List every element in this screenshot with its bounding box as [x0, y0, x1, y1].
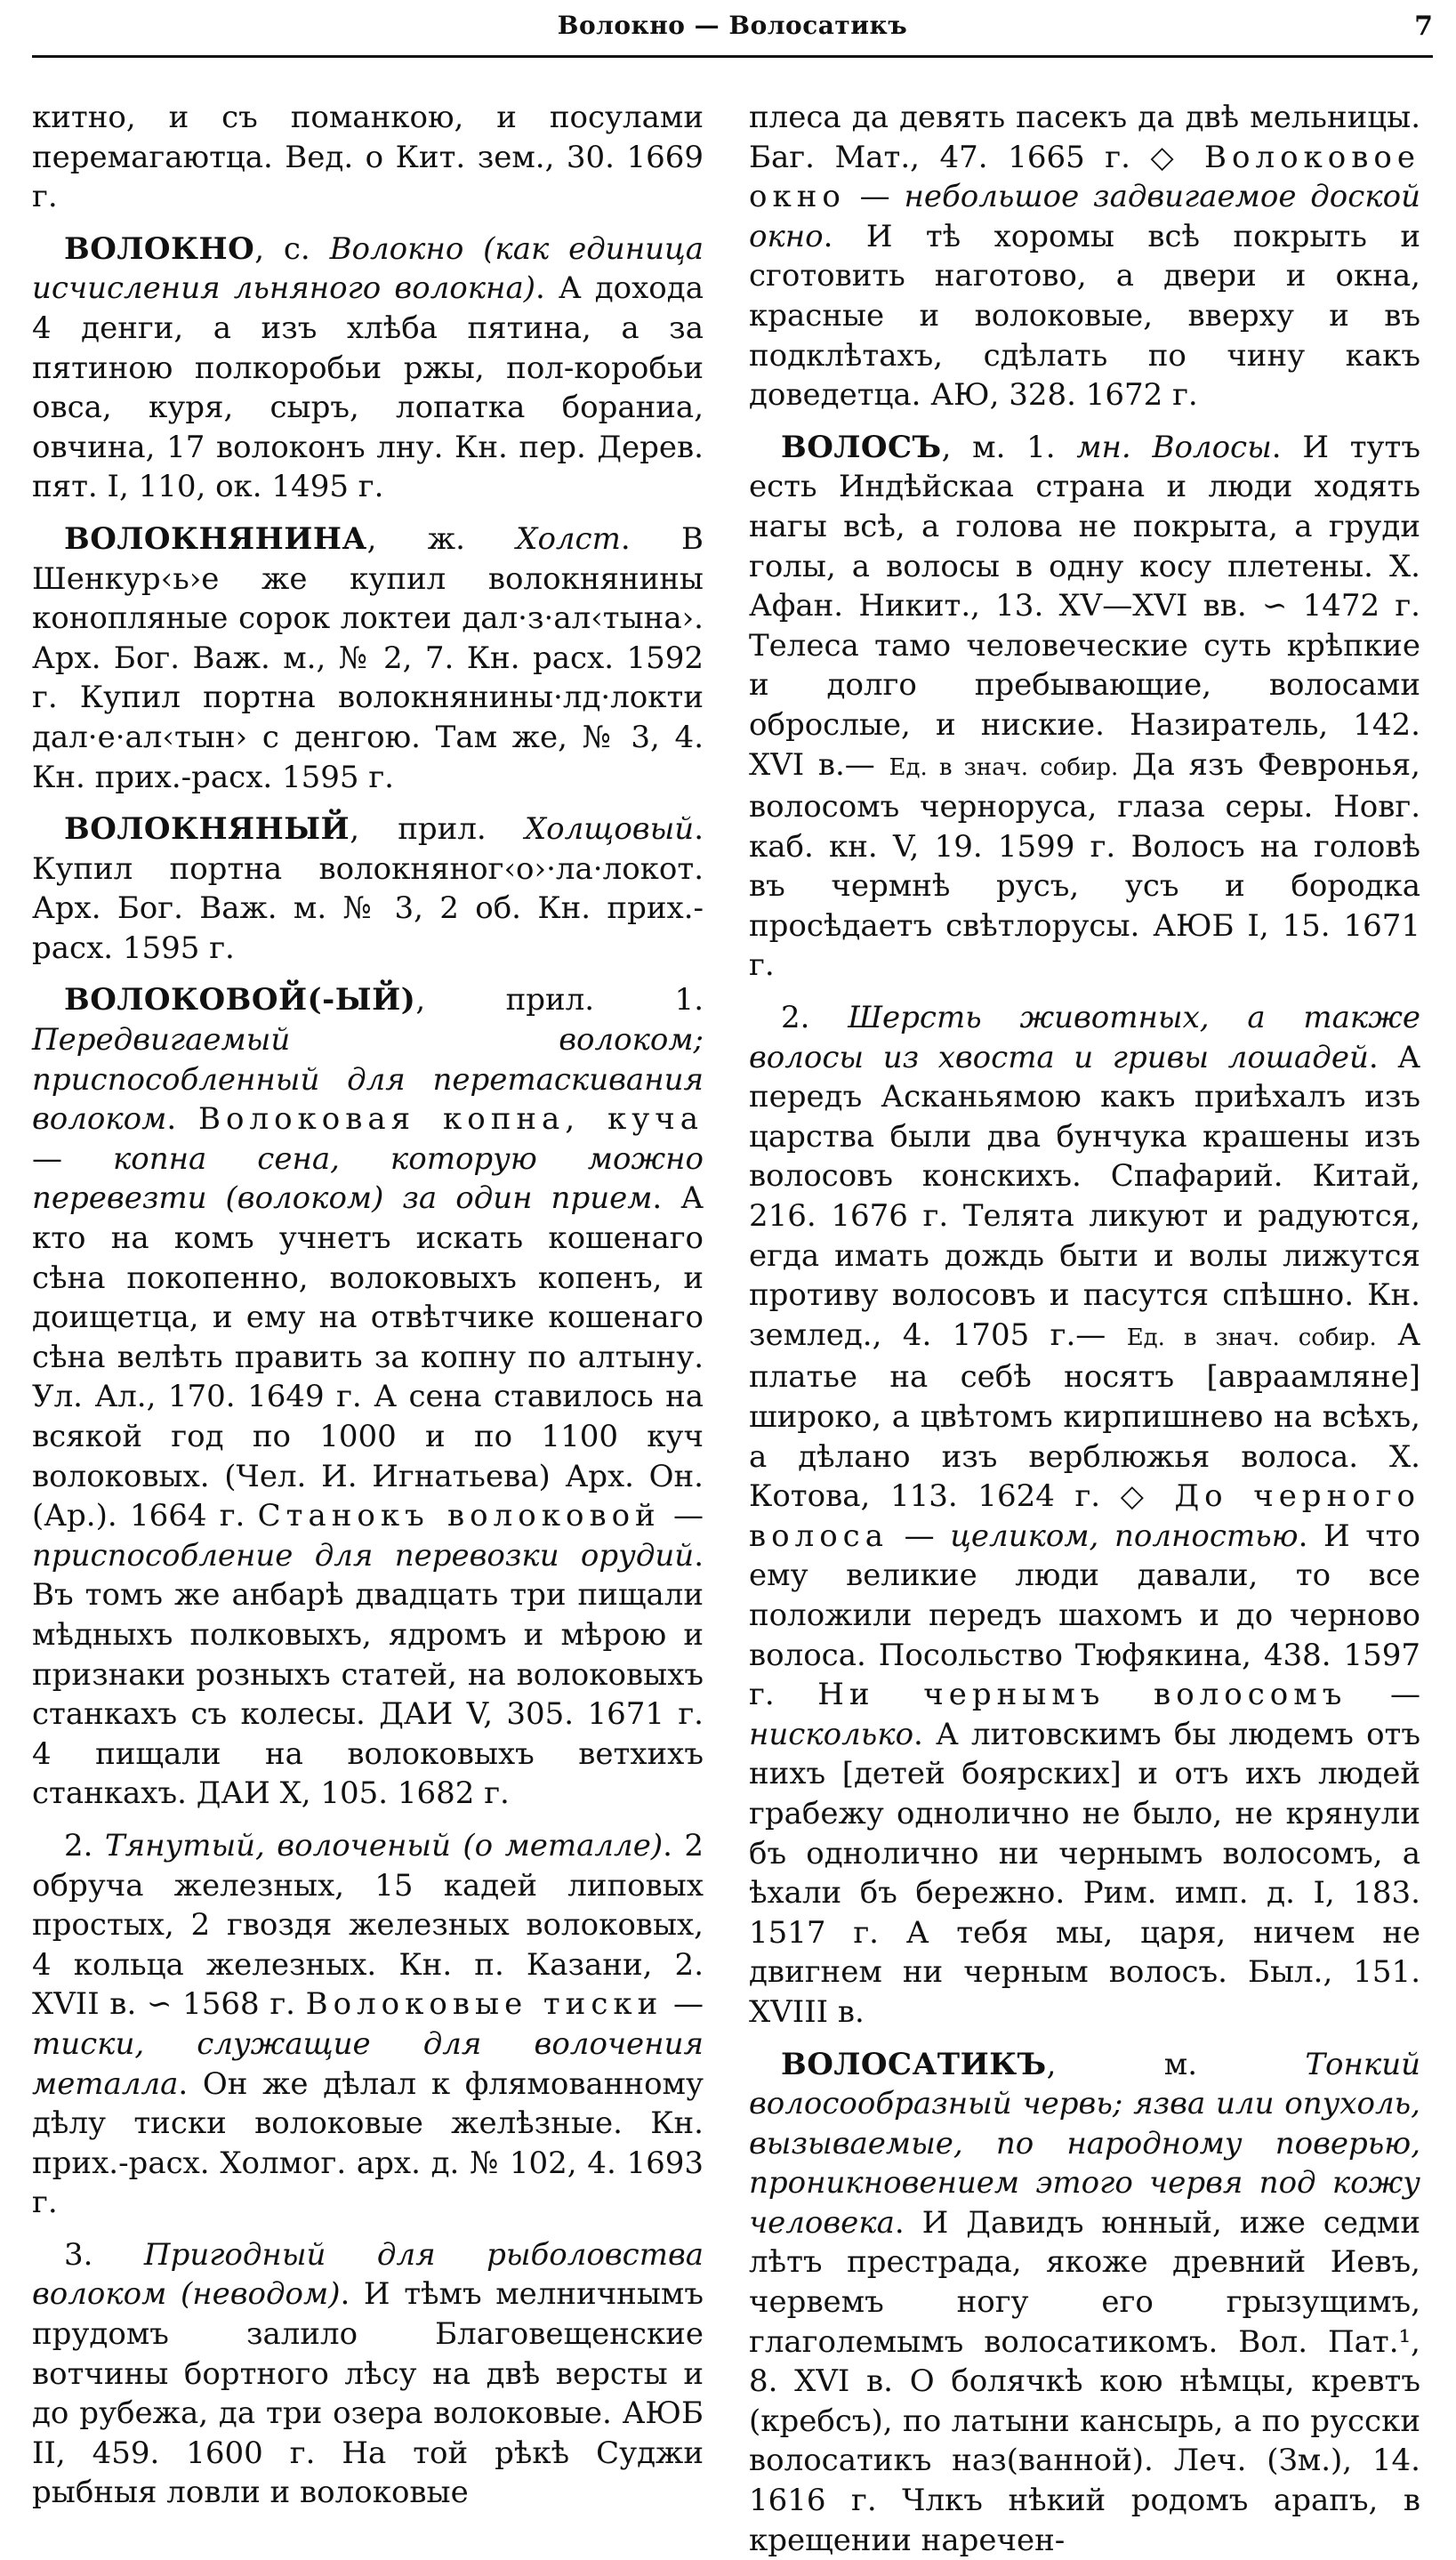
entry-paragraph	[32, 1826, 704, 2223]
entry-text: . И тѣ хоромы всѣ покрыть и сготовить наготово, а двери и окна, красные и волоковые, вверху и въ подклѣтахъ, сдѣлать по чину какъ доведетца. АЮ, 328. 1672 г.	[749, 219, 1420, 413]
entry-paragraph	[32, 2235, 704, 2513]
entry-text: . А передъ Асканьямою какъ приѣхалъ изъ царства были два бунчука крашены изъ волосовъ конскихъ. Спафарий. Китай, 216. 1676 г. Телята ликуют и радуются, егда имать дождь быти и волы лижутся противу волосовъ и пасутся спѣшно. Кн. землед., 4. 1705 г.—	[749, 1040, 1420, 1353]
entry-text: Тянутый, волоченый (о металле)	[105, 1828, 663, 1864]
entry-text: Волоковые тиски	[306, 1986, 664, 2022]
entry-text: Волокно (как единица исчисления льняного волокна)	[32, 231, 704, 307]
entry-text: . А литовскимъ бы людемъ отъ нихъ [детей боярских] и отъ ихъ людей грабежу однолично не было, не крянули бъ однолично ни чернымъ волосомъ, а ѣхали бъ бережно. Рим. имп. д. I, 183. 1517 г. А тебя мы, царя, ничем не двигнем ни черным волосъ. Был., 151. XVIII в.	[749, 1717, 1420, 2030]
entry-text: , ж.	[367, 521, 517, 557]
entry-text: Ед. в знач. собир.	[889, 754, 1118, 781]
entry-text: —	[32, 1141, 113, 1177]
entry-text: . А кто на комъ учнетъ искать кошенаго сѣна покопенно, волоковыхъ копенъ, и доищетца, и ему на отвѣтчике кошенаго сѣна велѣть править за копну по алтыну. Ул. Ал., 170. 1649 г. А сена ставилось на всякой год по 1000 и по 1100 куч волоковых. (Чел. И. Игнатьева) Арх. Он. (Ар.). 1664 г.	[32, 1180, 704, 1534]
headword: ВОЛОСАТИКЪ	[781, 2047, 1047, 2082]
headword: ВОЛОКНЯНЫЙ	[64, 811, 350, 847]
entry-text: А платье на себѣ носятъ [авраамляне] широко, а цвѣтомъ кирпишнево на всѣхъ, а дѣлано изъ верблюжья волоса. Х. Котова, 113. 1624 г. ◇	[749, 1317, 1420, 1514]
entry-text: —	[663, 1986, 704, 2022]
entry-paragraph	[749, 98, 1420, 415]
header-rule	[32, 55, 1433, 58]
entry-text: . 2 обруча железных, 15 кадей липовых простых, 2 гвоздя железных волоковых, 4 кольца железных. Кн. п. Казани, 2. XVII в. ∽ 1568 г.	[32, 1828, 704, 2022]
entry-text: . Купил портна волокняног‹о›·ла·локот. Арх. Бог. Важ. м. № 3, 2 об. Кн. прих.-расх. 1595 г.	[32, 811, 704, 966]
header-title: Волокно — Волосатикъ	[32, 11, 1433, 40]
entry-paragraph	[32, 519, 704, 797]
entry-paragraph	[32, 809, 704, 968]
headword: ВОЛОКОВОЙ(-ЫЙ)	[64, 982, 415, 1018]
entry-text: 2.	[781, 1000, 848, 1035]
left-column	[32, 98, 704, 2513]
entry-text: . И Давидъ юнный, иже седми лѣтъ престрада, якоже древний Иевъ, червемъ ногу его грызущимъ, глаголемымъ волосатикомъ. Вол. Пат.¹, 8. XVI в. О болячкѣ кою нѣмцы, кревтъ (кребсъ), по латыни кансырь, а по русски волосатикъ наз(ванной). Леч. (Зм.), 14. 1616 г. Члкъ нѣкий родомъ арапъ, в крещении наречен-	[749, 2205, 1420, 2558]
entry-text: Передвигаемый волоком; приспособленный для перетаскивания волоком	[32, 1022, 704, 1137]
entry-text: тиски, служащие для волочения металла	[32, 2026, 704, 2102]
entry-text: . Он же дѣлал к флямованному дѣлу тиски волоковые желѣзные. Кн. прих.-расх. Холмог. арх. д. № 102, 4. 1693 г.	[32, 2066, 704, 2221]
right-column	[749, 98, 1420, 2560]
entry-text: . В Шенкур‹ь›е же купил волокнянины конопляные сорок локтеи дал·з·ал‹тына›. Арх. Бог. Важ. м., № 2, 7. Кн. расх. 1592 г. Купил портна волокнянины·лд·локти дал·е·ал‹тын› с денгою. Там же, № 3, 4. Кн. прих.-расх. 1595 г.	[32, 521, 704, 795]
entry-text: До черного волоса	[749, 1478, 1420, 1554]
entry-text: , м.	[1047, 2047, 1306, 2082]
entry-text: мн. Волосы	[1076, 430, 1271, 465]
headword: ВОЛОСЪ	[781, 430, 942, 465]
entry-text: плеса да девять пасекъ да двѣ мельницы. Баг. Мат., 47. 1665 г. ◇	[749, 100, 1420, 175]
entry-text: Холщовый	[525, 811, 694, 847]
entry-text: , прил. 1.	[415, 982, 704, 1018]
entry-paragraph	[32, 98, 704, 217]
entry-text: нисколько	[749, 1717, 913, 1752]
page-number: 7	[1414, 11, 1433, 42]
entry-text: Тонкий волосообразный червь; язва или опухоль, вызываемые, по народному поверью, проникновением этого червя под кожу человека	[749, 2047, 1420, 2241]
entry-text: , м. 1.	[942, 430, 1077, 465]
entry-text: Волоковое окно	[749, 140, 1420, 215]
entry-paragraph	[749, 998, 1420, 2032]
entry-text: Ни чернымъ волосомъ	[817, 1677, 1347, 1712]
entry-text: . Въ томъ же анбарѣ двадцать три пищали мѣдныхъ полковыхъ, ядромъ и мѣрою и признаки розныхъ статей, на волоковыхъ станкахъ съ колесы. ДАИ V, 305. 1671 г. 4 пищали на волоковыхъ ветхихъ станкахъ. ДАИ X, 105. 1682 г.	[32, 1538, 704, 1812]
running-header	[32, 5, 1433, 53]
entry-text: Станокъ волоковой	[258, 1498, 661, 1534]
entry-text: Шерсть животных, а также волосы из хвоста и гривы лошадей	[749, 1000, 1420, 1075]
entry-text: китно, и съ поманкою, и посулами перемагаютца. Вед. о Кит. зем., 30. 1669 г.	[32, 100, 704, 214]
entry-paragraph	[32, 980, 704, 1813]
entry-text: копна сена, которую можно перевезти (волоком) за один прием	[32, 1141, 704, 1217]
entry-text: Пригодный для рыболовства волоком (неводом)	[32, 2237, 704, 2313]
headword: ВОЛОКНЯНИНА	[64, 521, 367, 557]
headword: ВОЛОКНО	[64, 231, 254, 267]
entry-text: .	[166, 1101, 198, 1137]
entry-paragraph	[32, 229, 704, 507]
entry-text: Ед. в знач. собир.	[1127, 1324, 1377, 1351]
entry-text: Холст	[516, 521, 621, 557]
entry-text: Да язъ Февронья, волосомъ черноруса, глаза серы. Новг. каб. кн. V, 19. 1599 г. Волосъ на головѣ въ чермнѣ русъ, усъ и бородка просѣдаетъ свѣтлорусы. АЮБ I, 15. 1671 г.	[749, 747, 1420, 984]
entry-text: 2.	[64, 1828, 105, 1864]
entry-text: , прил.	[350, 811, 525, 847]
entry-text: целиком, полностью	[950, 1518, 1298, 1554]
entry-paragraph	[749, 428, 1420, 986]
entry-paragraph	[749, 2045, 1420, 2560]
entry-text: . И тѣмъ мелничнымъ прудомъ залило Благовещенские вотчины бортного лѣсу на двѣ версты и до рубежа, да три озера волоковые. АЮБ II, 459. 1600 г. На той рѣкѣ Суджи рыбныя ловли и волоковые	[32, 2276, 704, 2510]
entry-text: . А дохода 4 денги, а изъ хлѣба пятина, а за пятиною полкоробьи ржы, пол-коробьи овса, куря, сыръ, лопатка бораниа, овчина, 17 волоконъ лну. Кн. пер. Дерев. пят. I, 110, ок. 1495 г.	[32, 270, 704, 504]
entry-text: —	[846, 179, 905, 214]
entry-text: небольшое задвигаемое доской окно	[749, 179, 1420, 254]
entry-text: приспособление для перевозки орудий	[32, 1538, 694, 1574]
entry-text: —	[1347, 1677, 1420, 1712]
entry-text: Волоковая копна, куча	[198, 1101, 704, 1137]
entry-text: —	[661, 1498, 704, 1534]
entry-text: . И тутъ есть Индѣйскаа страна и люди ходять нагы всѣ, а голова не покрыта, а груди голы, а волосы в одну косу плетены. Х. Афан. Никит., 13. XV—XVI вв. ∽ 1472 г. Телеса тамо человеческие суть крѣпкие и долго пребывающие, волосами оброслые, и ниские. Назиратель, 142. XVI в.—	[749, 430, 1420, 783]
entry-text: 3.	[64, 2237, 144, 2273]
entry-text: . И что ему великие люди давали, то все положили передъ шахомъ и до черново волоса. Посольство Тюфякина, 438. 1597 г.	[749, 1518, 1420, 1712]
entry-text: —	[889, 1518, 950, 1554]
entry-text: , с.	[254, 231, 329, 267]
